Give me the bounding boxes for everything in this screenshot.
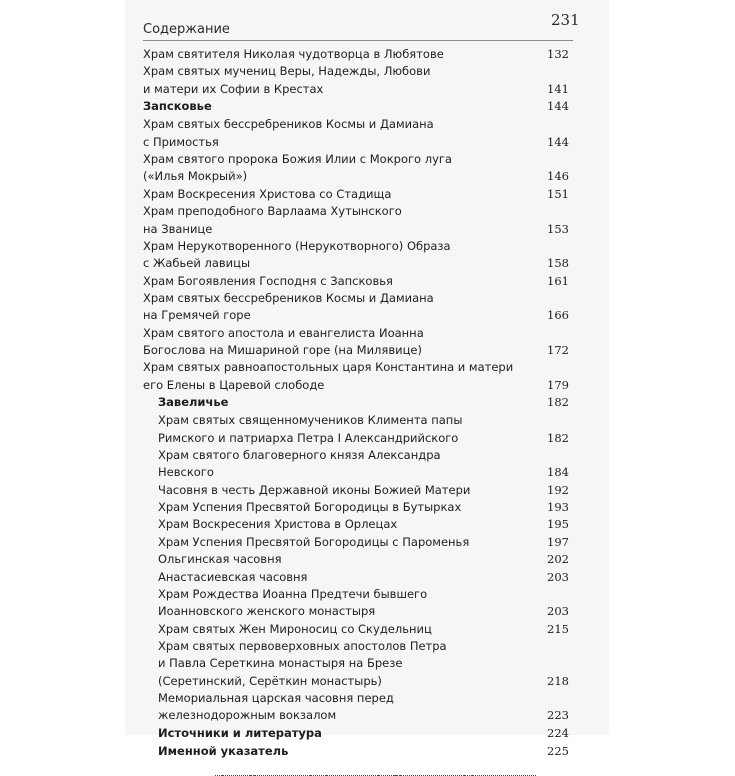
toc-entry-line: с Примостья xyxy=(143,134,219,149)
toc-entry-line: Храм святителя Николая чудотворца в Любятове xyxy=(143,47,444,61)
toc-entry-line: на Званице xyxy=(143,221,213,236)
toc-entry-line: Храм святых бессребреников Космы и Дамиана xyxy=(143,290,434,305)
toc-entry-line: Храм Рождества Иоанна Предтечи бывшего xyxy=(158,586,428,601)
toc-page-number: 153 xyxy=(547,221,569,236)
toc-page-number: 225 xyxy=(547,744,569,758)
toc-page-number: 179 xyxy=(547,377,569,392)
toc-entry-line: Храм святых равноапостольных царя Константина и матери xyxy=(143,360,514,375)
toc-page-number: 158 xyxy=(547,256,569,271)
toc-entry-line: Храм святого апостола и евангелиста Иоанна xyxy=(143,325,424,340)
toc-page-number: 184 xyxy=(547,465,569,480)
toc-entry-line: Богослова на Мишариной горе (на Милявице) xyxy=(143,342,422,357)
page-number: 231 xyxy=(551,11,580,29)
toc-entry-line: («Илья Мокрый») xyxy=(143,169,248,184)
toc-entry-line: железнодорожным вокзалом xyxy=(158,708,337,723)
toc-entry-line: Ольгинская часовня xyxy=(158,552,282,567)
toc-page-number: 161 xyxy=(547,273,569,288)
toc-page-number: 151 xyxy=(547,186,569,201)
toc-entry-line: и Павла Сереткина монастыря на Брезе xyxy=(158,656,403,671)
toc-entry-line: Храм святых бессребреников Космы и Дамиана xyxy=(143,117,434,132)
running-header-title: Содержание xyxy=(143,22,230,37)
toc-entry-line: Храм Воскресения Христова в Орлецах xyxy=(158,517,398,532)
toc-page-number: 146 xyxy=(547,169,569,184)
toc-entry-line: Храм святых священномучеников Климента папы xyxy=(158,413,463,428)
toc-page-number: 215 xyxy=(547,621,569,636)
toc-leader-dots xyxy=(291,758,536,776)
toc-entry-line: Храм Воскресения Христова со Стадища xyxy=(143,186,392,201)
toc-entry-line: Иоанновского женского монастыря xyxy=(158,604,376,619)
toc-page-number: 182 xyxy=(547,395,569,409)
toc-page-number: 141 xyxy=(547,81,569,96)
toc-section-heading: Источники и литература xyxy=(158,725,322,740)
toc-section-heading: Завеличье xyxy=(158,395,229,409)
toc-page-number: 166 xyxy=(547,308,569,323)
toc-entry-line: Храм святого благоверного князя Александра xyxy=(158,448,441,463)
toc-entry-line: Мемориальная царская часовня перед xyxy=(158,690,394,705)
toc-page-number: 195 xyxy=(547,517,569,532)
toc-page-number: 132 xyxy=(547,47,569,61)
toc-page-number: 193 xyxy=(547,500,569,515)
toc-entry-line: и матери их Софии в Крестах xyxy=(143,81,324,96)
toc-entry-line: Храм Успения Пресвятой Богородицы с Пароменья xyxy=(158,534,470,549)
toc-entry-line: Храм святых Жен Мироносиц со Скудельниц xyxy=(158,621,432,636)
toc-entry-line: Римского и патриарха Петра I Александрийского xyxy=(158,430,459,445)
toc-page-number: 192 xyxy=(547,482,569,497)
toc-page-number: 203 xyxy=(547,604,569,619)
toc-entry-line: Храм Успения Пресвятой Богородицы в Бутырках xyxy=(158,500,462,515)
toc-page-number: 182 xyxy=(547,430,569,445)
toc-page-number: 197 xyxy=(547,534,569,549)
toc-page-number: 144 xyxy=(547,99,569,114)
toc-entry-line: Храм Богоявления Господня с Запсковья xyxy=(143,273,393,288)
toc-entry-line: Часовня в честь Державной иконы Божией Матери xyxy=(158,482,471,497)
toc-entry-line: Храм святых мучениц Веры, Надежды, Любови xyxy=(143,64,431,79)
toc-entry-line: его Елены в Царевой слободе xyxy=(143,377,325,392)
toc-page-number: 144 xyxy=(547,134,569,149)
toc-entry-line: на Гремячей горе xyxy=(143,308,251,323)
toc-page-number: 202 xyxy=(547,552,569,567)
toc-page-number: 224 xyxy=(547,725,569,740)
toc-section-heading: Именной указатель xyxy=(158,744,289,758)
toc-page-number: 172 xyxy=(547,342,569,357)
toc-page-number: 203 xyxy=(547,569,569,584)
toc-entry-line: Храм святых первоверховных апостолов Петра xyxy=(158,638,447,653)
toc-section-heading: Запсковье xyxy=(143,99,212,114)
toc-entry-line: с Жабьей лавицы xyxy=(143,256,251,271)
toc-entry-line: Анастасиевская часовня xyxy=(158,569,308,584)
toc-entry-line: Невского xyxy=(158,465,214,480)
toc-entry-line: Храм святого пророка Божия Илии с Мокрого луга xyxy=(143,152,452,167)
toc-page-number: 218 xyxy=(547,673,569,688)
toc-entry-line: Храм преподобного Варлаама Хутынского xyxy=(143,204,402,219)
toc-entry-line: (Серетинский, Серёткин монастырь) xyxy=(158,673,382,688)
toc-entry-line: Храм Нерукотворенного (Нерукотворного) Образа xyxy=(143,238,451,253)
toc-page-number: 223 xyxy=(547,708,569,723)
